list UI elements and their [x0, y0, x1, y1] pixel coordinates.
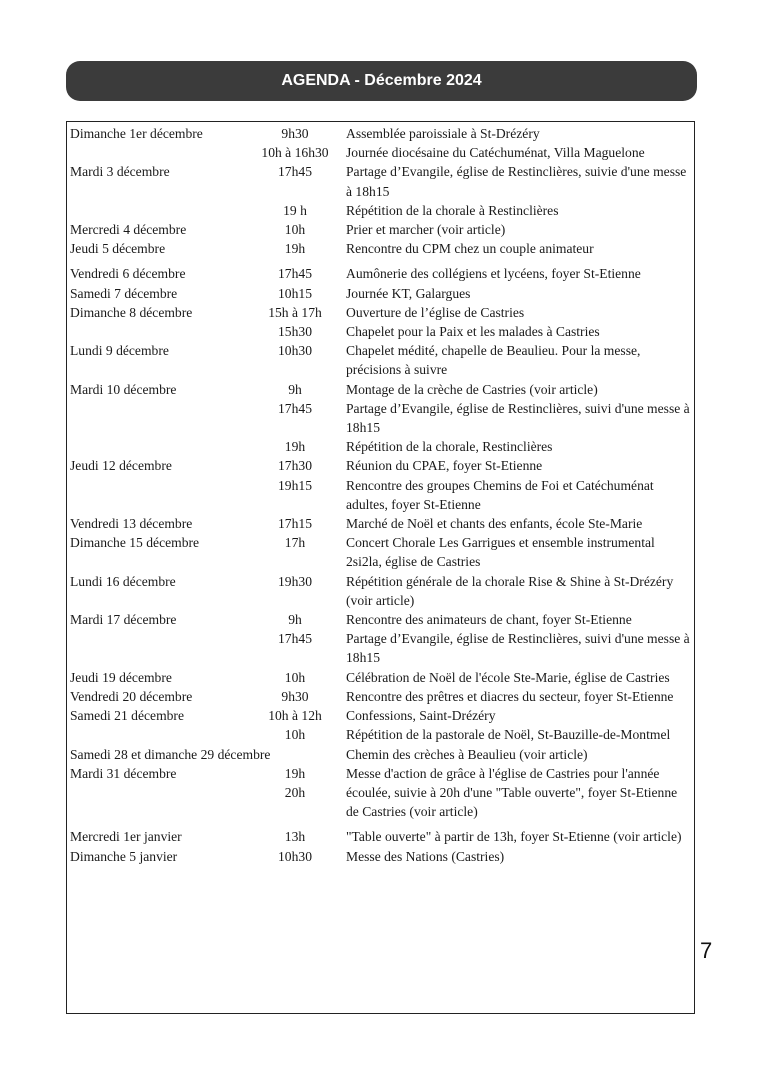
time-cell: 13h	[284, 829, 306, 845]
table-row	[70, 725, 690, 744]
day-cell: Mardi 3 décembre	[70, 164, 170, 180]
day-cell: Mardi 17 décembre	[70, 612, 177, 628]
day-cell: Mardi 10 décembre	[70, 381, 177, 397]
event-cell: Prier et marcher (voir article)	[346, 222, 506, 238]
time-cell: 10h	[284, 669, 306, 685]
day-cell: Mercredi 4 décembre	[70, 222, 187, 238]
event-cell: Chapelet médité, chapelle de Beaulieu. Pour la messe, précisions à suivre	[346, 343, 641, 378]
event-cell: Journée KT, Galargues	[346, 285, 471, 301]
event-cell: Rencontre des groupes Chemins de Foi et Catéchuménat adultes, foyer St-Etienne	[346, 477, 654, 512]
day-cell: Vendredi 6 décembre	[70, 266, 186, 282]
day-cell	[70, 476, 246, 514]
day-cell: Samedi 28 et dimanche 29 décembre	[70, 746, 271, 762]
table-row	[70, 610, 690, 629]
time-cell: 9h	[288, 381, 302, 397]
time-cell	[246, 745, 344, 764]
event-cell: Montage de la crèche de Castries (voir article)	[346, 381, 598, 397]
time-cell: 9h30	[281, 688, 309, 704]
time-cell: 17h30	[278, 458, 312, 474]
event-cell: Assemblée paroissiale à St-Drézéry	[346, 126, 540, 141]
time-cell: 19h30	[278, 573, 312, 589]
time-line: 20h	[284, 784, 306, 800]
table-row	[70, 162, 690, 200]
time-cell: 10h	[284, 222, 306, 238]
event-cell: Répétition de la chorale à Restinclières	[346, 202, 559, 218]
table-row	[70, 437, 690, 456]
event-cell: Aumônerie des collégiens et lycéens, foyer St-Etienne	[346, 266, 641, 282]
table-row	[70, 745, 690, 764]
table-row	[70, 239, 690, 258]
time-cell: 19h	[284, 439, 306, 455]
event-cell: Marché de Noël et chants des enfants, école Ste-Marie	[346, 516, 643, 532]
day-cell	[70, 322, 246, 341]
day-cell	[70, 437, 246, 456]
table-row	[70, 629, 690, 667]
table-row	[70, 827, 690, 846]
day-cell: Lundi 9 décembre	[70, 343, 169, 359]
day-cell	[70, 143, 246, 162]
table-row	[70, 764, 690, 822]
time-cell: 17h45	[278, 164, 312, 180]
day-cell: Dimanche 15 décembre	[70, 535, 200, 551]
event-cell: Rencontre des animateurs de chant, foyer St-Etienne	[346, 612, 632, 628]
table-row	[70, 533, 690, 571]
table-row	[70, 322, 690, 341]
day-cell: Mercredi 1er janvier	[70, 829, 182, 845]
event-cell: Partage d’Evangile, église de Restinclières, suivi d'une messe à 18h15	[346, 400, 690, 436]
time-cell: 9h30	[281, 126, 309, 141]
event-cell: Chemin des crèches à Beaulieu (voir article)	[346, 746, 588, 762]
table-row	[70, 284, 690, 303]
event-cell: Journée diocésaine du Catéchuménat, Villa Maguelone	[346, 145, 645, 161]
day-cell: Samedi 21 décembre	[70, 708, 184, 724]
event-cell: Réunion du CPAE, foyer St-Etienne	[346, 458, 543, 474]
table-row	[70, 476, 690, 514]
day-cell: Jeudi 5 décembre	[70, 241, 166, 257]
table-row	[70, 380, 690, 399]
event-cell: Répétition de la pastorale de Noël, St-Bauzille-de-Montmel	[346, 727, 671, 743]
event-cell: Célébration de Noël de l'école Ste-Marie, église de Castries	[346, 669, 670, 685]
table-row	[70, 456, 690, 475]
table-row	[70, 143, 690, 162]
table-row	[70, 264, 690, 283]
event-cell: Messe des Nations (Castries)	[346, 848, 505, 864]
table-row	[70, 201, 690, 220]
day-cell: Dimanche 5 janvier	[70, 848, 178, 864]
time-cell: 10h30	[278, 343, 312, 359]
table-row	[70, 341, 690, 379]
time-cell	[246, 764, 344, 822]
event-cell: Rencontre du CPM chez un couple animateur	[346, 241, 594, 257]
time-cell: 19 h	[283, 202, 307, 218]
table-row	[70, 399, 690, 437]
day-cell	[70, 725, 246, 744]
time-cell: 17h45	[278, 631, 312, 647]
day-cell: Dimanche 8 décembre	[70, 304, 193, 320]
time-cell: 10h à 12h	[268, 708, 322, 724]
time-cell: 19h15	[278, 477, 312, 493]
table-row	[70, 687, 690, 706]
table-row	[70, 668, 690, 687]
event-cell: Répétition de la chorale, Restinclières	[346, 439, 553, 455]
event-cell: "Table ouverte" à partir de 13h, foyer St-Etienne (voir article)	[346, 829, 682, 845]
event-cell: Répétition générale de la chorale Rise & Shine à St-Drézéry (voir article)	[346, 573, 674, 608]
time-cell: 17h15	[278, 516, 312, 532]
day-cell: Vendredi 20 décembre	[70, 688, 193, 704]
event-cell: Messe d'action de grâce à l'église de Castries pour l'année écoulée, suivie à 20h d'une "Table ouverte", foyer St-Etienne de Castries (voir article)	[346, 765, 678, 820]
agenda-title-banner	[66, 61, 697, 101]
day-cell: Mardi 31 décembre	[70, 765, 177, 781]
day-cell	[70, 399, 246, 437]
time-cell: 10h	[284, 727, 306, 743]
day-cell: Dimanche 1er décembre	[70, 126, 203, 141]
table-row	[70, 124, 690, 143]
table-row	[70, 303, 690, 322]
event-cell: Confessions, Saint-Drézéry	[346, 708, 496, 724]
time-cell: 15h à 17h	[268, 304, 322, 320]
event-cell: Rencontre des prêtres et diacres du secteur, foyer St-Etienne	[346, 688, 674, 704]
time-cell: 17h	[284, 535, 306, 551]
day-cell: Vendredi 13 décembre	[70, 516, 193, 532]
time-cell: 10h30	[278, 848, 312, 864]
page-number: 7	[700, 938, 713, 963]
time-cell: 15h30	[278, 324, 312, 340]
time-cell: 17h45	[278, 266, 312, 282]
day-cell	[70, 629, 246, 667]
table-row	[70, 514, 690, 533]
day-cell: Samedi 7 décembre	[70, 285, 178, 301]
time-cell: 19h	[284, 241, 306, 257]
event-cell: Partage d’Evangile, église de Restinclières, suivi d'une messe à 18h15	[346, 631, 690, 666]
event-cell: Concert Chorale Les Garrigues et ensemble instrumental 2si2la, église de Castries	[346, 535, 655, 570]
page-title: AGENDA - Décembre 2024	[281, 72, 482, 89]
table-row	[70, 847, 690, 866]
time-cell: 9h	[288, 612, 302, 628]
event-cell: Partage d’Evangile, église de Restinclières, suivie d'une messe à 18h15	[346, 164, 687, 199]
event-cell: Ouverture de l’église de Castries	[346, 304, 525, 320]
time-line: 19h	[284, 765, 306, 781]
table-row	[70, 220, 690, 239]
day-cell	[70, 201, 246, 220]
time-cell: 10h15	[278, 285, 312, 301]
table-row	[70, 572, 690, 610]
event-cell: Chapelet pour la Paix et les malades à Castries	[346, 324, 600, 340]
day-cell: Jeudi 19 décembre	[70, 669, 172, 685]
time-cell: 10h à 16h30	[261, 145, 329, 161]
day-cell: Jeudi 12 décembre	[70, 458, 172, 474]
day-cell: Lundi 16 décembre	[70, 573, 176, 589]
agenda-table	[66, 121, 695, 1014]
table-row	[70, 706, 690, 725]
time-cell: 17h45	[278, 400, 312, 416]
